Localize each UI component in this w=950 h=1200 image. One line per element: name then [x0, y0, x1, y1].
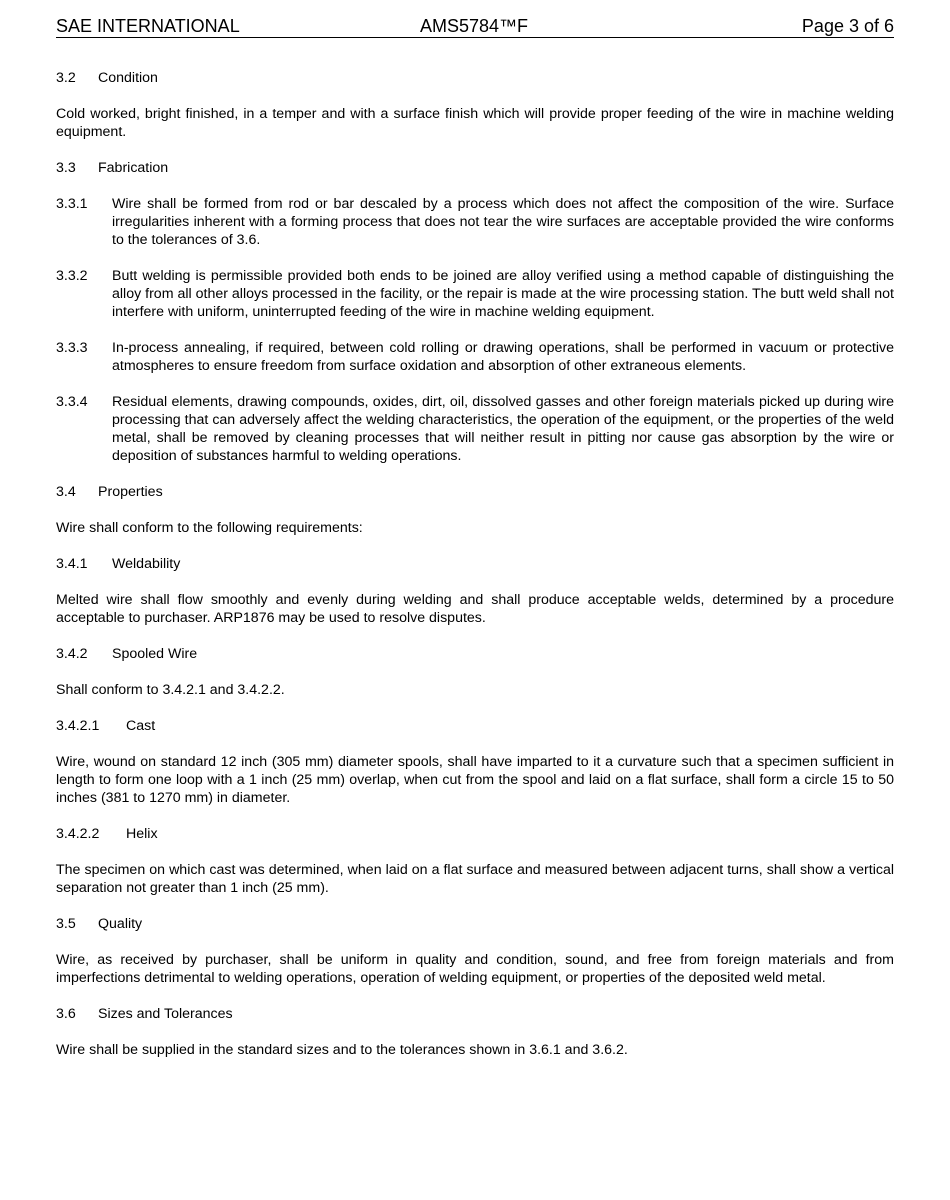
paragraph: Melted wire shall flow smoothly and evenly during welding and shall produce acceptable welds, determined by a procedure acceptable to purchaser. ARP1876 may be used to resolve disputes.: [56, 592, 894, 626]
numbered-item: [56, 339, 894, 375]
section-title: Spooled Wire: [112, 646, 198, 662]
item-number: 3.3.4: [56, 394, 88, 410]
numbered-item: [56, 267, 894, 321]
item-text: Residual elements, drawing compounds, oxides, dirt, oil, dissolved gasses and other foreign materials picked up during wire processing that can adversely affect the welding characteristics, the operation of the equipment, or the properties of the weld metal, shall be removed by cleaning processes that will neither result in pitting nor cause gas absorption by the wire or deposition of substances harmful to welding operations.: [112, 394, 894, 464]
section-heading: [56, 159, 894, 177]
item-number: 3.3.2: [56, 268, 88, 284]
item-text: Butt welding is permissible provided both ends to be joined are alloy verified using a method capable of distinguishing the alloy from all other alloys processed in the facility, or the repair is made at the wire processing station. The butt weld shall not interfere with uniform, uninterrupted feeding of the wire in machine welding equipment.: [112, 268, 894, 320]
paragraph: Wire, as received by purchaser, shall be uniform in quality and condition, sound, and free from foreign materials and from imperfections detrimental to welding operations, operation of welding equipment, or properties of the deposited weld metal.: [56, 952, 894, 986]
section-title: Sizes and Tolerances: [98, 1006, 233, 1022]
section-number: 3.4.2.1: [56, 718, 100, 734]
item-number: 3.3.3: [56, 340, 88, 356]
section-number: 3.6: [56, 1006, 76, 1022]
section-title: Fabrication: [98, 160, 169, 176]
section-title: Properties: [98, 484, 163, 500]
document-body: [56, 69, 894, 1077]
section-heading: [56, 555, 894, 573]
section-number: 3.3: [56, 160, 76, 176]
section-number: 3.4.2: [56, 646, 88, 662]
paragraph: Wire shall be supplied in the standard sizes and to the tolerances shown in 3.6.1 and 3.6.2.: [56, 1042, 628, 1058]
paragraph: Wire, wound on standard 12 inch (305 mm) diameter spools, shall have imparted to it a curvature such that a specimen sufficient in length to form one loop with a 1 inch (25 mm) overlap, when cut from the spool and laid on a flat surface, shall form a circle 15 to 50 inches (381 to 1270 mm) in diameter.: [56, 754, 894, 806]
page-header: [56, 15, 894, 38]
section-title: Condition: [98, 70, 158, 86]
numbered-item: [56, 195, 894, 249]
header-org: SAE INTERNATIONAL: [56, 16, 240, 36]
paragraph: Wire shall conform to the following requirements:: [56, 520, 363, 536]
section-heading: [56, 915, 894, 933]
section-heading: [56, 645, 894, 663]
item-text: Wire shall be formed from rod or bar descaled by a process which does not affect the composition of the wire. Surface irregularities inherent with a forming process that does not tear the wire surfaces are acceptable provided the wire conforms to the tolerances of 3.6.: [112, 196, 894, 248]
section-number: 3.4: [56, 484, 76, 500]
section-title: Cast: [126, 718, 156, 734]
paragraph: The specimen on which cast was determined, when laid on a flat surface and measured between adjacent turns, shall show a vertical separation not greater than 1 inch (25 mm).: [56, 862, 894, 896]
section-heading: [56, 717, 894, 735]
section-heading: [56, 1005, 894, 1023]
section-heading: [56, 483, 894, 501]
item-number: 3.3.1: [56, 196, 88, 212]
section-title: Helix: [126, 826, 158, 842]
item-text: In-process annealing, if required, between cold rolling or drawing operations, shall be performed in vacuum or protective atmospheres to ensure freedom from surface oxidation and absorption of other extraneous elements.: [112, 340, 894, 374]
section-number: 3.2: [56, 70, 76, 86]
paragraph: Shall conform to 3.4.2.1 and 3.4.2.2.: [56, 682, 285, 698]
paragraph: Cold worked, bright finished, in a temper and with a surface finish which will provide proper feeding of the wire in machine welding equipment.: [56, 106, 894, 140]
numbered-item: [56, 393, 894, 465]
section-number: 3.4.2.2: [56, 826, 100, 842]
section-heading: [56, 825, 894, 843]
header-doc-id: AMS5784™F: [420, 16, 529, 36]
section-title: Weldability: [112, 556, 181, 572]
section-title: Quality: [98, 916, 143, 932]
section-heading: [56, 69, 894, 87]
section-number: 3.5: [56, 916, 76, 932]
header-page-number: Page 3 of 6: [801, 16, 894, 36]
section-number: 3.4.1: [56, 556, 88, 572]
